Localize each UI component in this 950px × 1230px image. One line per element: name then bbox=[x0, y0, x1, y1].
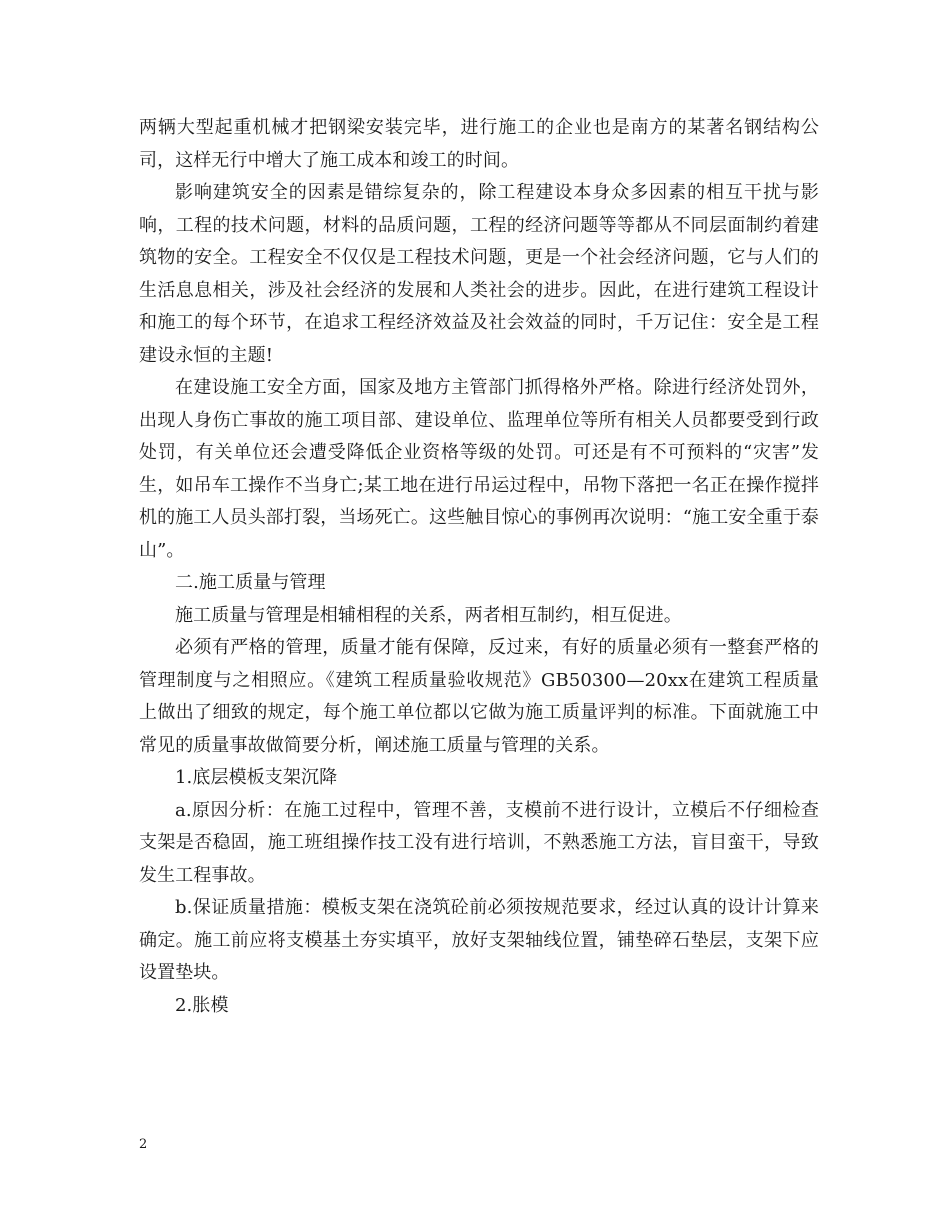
paragraph-quality-relation: 施工质量与管理是相辅相程的关系，两者相互制约，相互促进。 bbox=[175, 604, 682, 626]
section-heading-quality: 二.施工质量与管理 bbox=[175, 572, 326, 593]
paragraph-quality-standard: 必须有严格的管理，质量才能有保障，反过来，有好的质量必须有一整套严格的管理制度与之相照应。《建筑工程质量验收规范》GB50300—20xx在建筑工程质量上做出了细致的规定，每个施工单位都以它做为施工质量评判的标准。下面就施工中常见的质量事故做简要分析，阐述施工质量与管理的关系。 bbox=[139, 637, 819, 756]
subheading-formwork-settlement: 1.底层模板支架沉降 bbox=[175, 767, 338, 788]
subheading-formwork-bulge: 2.胀模 bbox=[175, 994, 229, 1016]
paragraph-safety-management: 在建设施工安全方面，国家及地方主管部门抓得格外严格。除进行经济处罚外，出现人身伤亡事故的施工项目部、建设单位、监理单位等所有相关人员都要受到行政处罚，有关单位还会遭受降低企业资格等级的处罚。可还是有不可预料的“灾害”发生，如吊车工操作不当身亡;某工地在进行吊运过程中，吊物下落把一名正在操作搅拌机的施工人员头部打裂，当场死亡。这些触目惊心的事例再次说明：“施工安全重于泰山”。 bbox=[139, 377, 819, 561]
paragraph-quality-measures: b.保证质量措施：模板支架在浇筑砼前必须按规范要求，经过认真的设计计算来确定。施工前应将支模基土夯实填平，放好支架轴线位置，铺垫碎石垫层，支架下应设置垫块。 bbox=[139, 897, 819, 983]
body-text bbox=[139, 112, 819, 1022]
paragraph-continuation: 两辆大型起重机械才把钢梁安装完毕，进行施工的企业也是南方的某著名钢结构公司，这样无行中增大了施工成本和竣工的时间。 bbox=[139, 117, 819, 171]
paragraph-cause-analysis: a.原因分析：在施工过程中，管理不善，支模前不进行设计，立模后不仔细检查支架是否稳固，施工班组操作技工没有进行培训，不熟悉施工方法，盲目蛮干，导致发生工程事故。 bbox=[139, 799, 819, 886]
paragraph-safety-factors: 影响建筑安全的因素是错综复杂的，除工程建设本身众多因素的相互干扰与影响，工程的技术问题，材料的品质问题，工程的经济问题等等都从不同层面制约着建筑物的安全。工程安全不仅仅是工程技术问题，更是一个社会经济问题，它与人们的生活息息相关，涉及社会经济的发展和人类社会的进步。因此，在进行建筑工程设计和施工的每个环节，在追求工程经济效益及社会效益的同时，千万记住：安全是工程建设永恒的主题! bbox=[139, 182, 819, 366]
page-number: 2 bbox=[139, 1137, 148, 1152]
